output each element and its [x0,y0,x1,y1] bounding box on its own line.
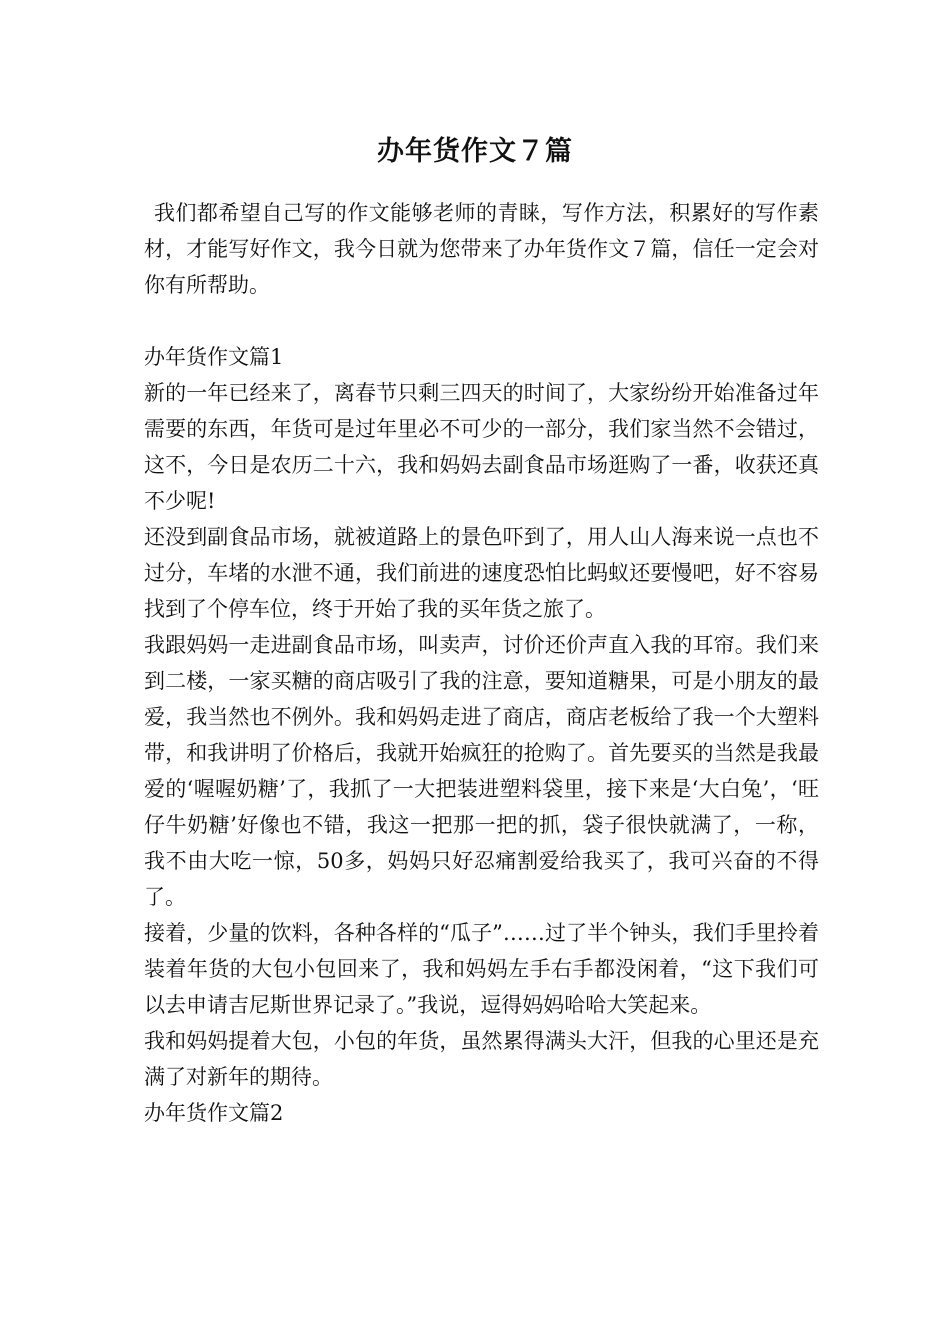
intro-paragraph: 我们都希望自己写的作文能够老师的青睐，写作方法，积累好的写作素材，才能写好作文，我今日就为您带来了办年货作文７篇，信任一定会对你有所帮助。 [144,201,819,297]
body-paragraph: 接着，少量的饮料，各种各样的“瓜子”……过了半个钟头，我们手里拎着装着年货的大包小包回来了，我和妈妈左手右手都没闲着，“这下我们可以去申请吉尼斯世界记录了。”我说，逗得妈妈哈哈大笑起来。 [144,921,819,1017]
body-paragraph: 我跟妈妈一走进副食品市场，叫卖声，讨价还价声直入我的耳帘。我们来到二楼，一家买糖的商店吸引了我的注意，要知道糖果，可是小朋友的最爱，我当然也不例外。我和妈妈走进了商店，商店老板给了我一个大塑料带，和我讲明了价格后，我就开始疯狂的抢购了。首先要买的当然是我最爱的‘喔喔奶糖’了，我抓了一大把装进塑料袋里，接下来是‘大白兔’，‘旺仔牛奶糖’好像也不错，我这一把那一把的抓，袋子很快就满了，一称，我不由大吃一惊，50多，妈妈只好忍痛割爱给我买了，我可兴奋的不得了。 [144,633,819,909]
body-paragraph: 新的一年已经来了，离春节只剩三四天的时间了，大家纷纷开始准备过年需要的东西，年货可是过年里必不可少的一部分，我们家当然不会错过，这不，今日是农历二十六，我和妈妈去副食品市场逛购了一番，收获还真不少呢! [144,381,819,513]
paragraph-gap [144,303,819,339]
body-paragraph: 还没到副食品市场，就被道路上的景色吓到了，用人山人海来说一点也不过分，车堵的水泄不通，我们前进的速度恐怕比蚂蚁还要慢吧，好不容易找到了个停车位，终于开始了我的买年货之旅了。 [144,525,819,621]
body-paragraph: 我和妈妈提着大包，小包的年货，虽然累得满头大汗，但我的心里还是充满了对新年的期待。 [144,1029,819,1089]
section-heading: 办年货作文篇2 [144,1101,284,1125]
document-body [144,195,819,1131]
document-title: 办年货作文７篇 [377,136,573,167]
section-heading: 办年货作文篇1 [144,345,284,369]
